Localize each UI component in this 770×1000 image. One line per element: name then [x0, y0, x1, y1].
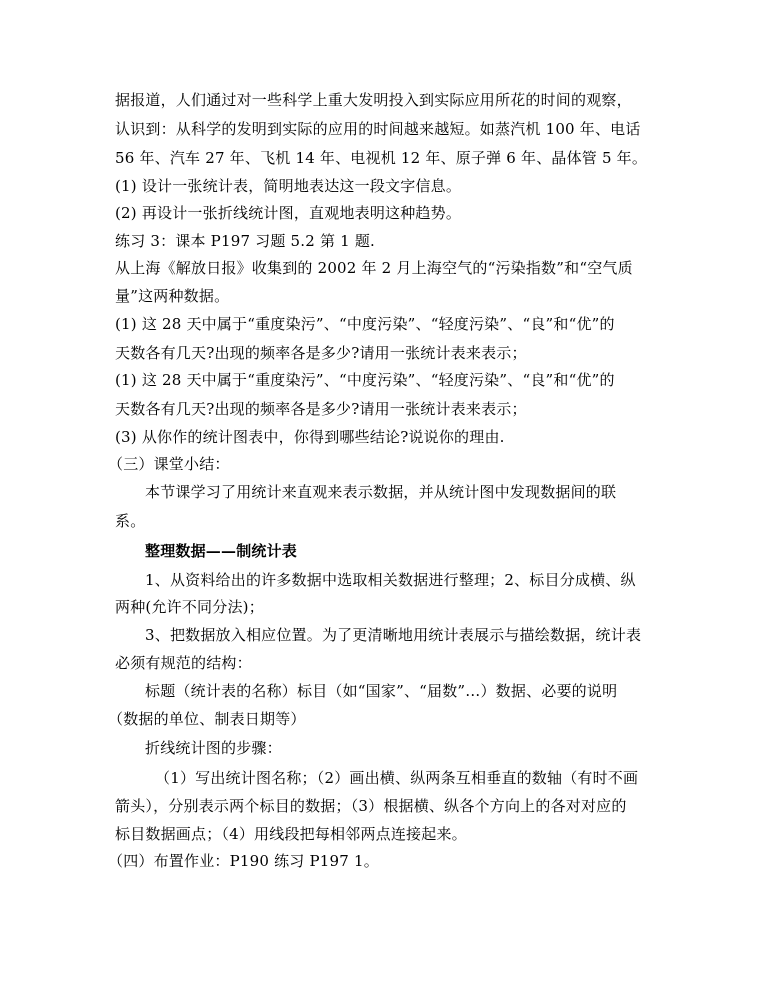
- chart-steps-text-cont: 箭头），分别表示两个标目的数据；（3）根据横、纵各个方向上的各对对应的: [115, 797, 627, 815]
- question-2: (2) 再设计一张折线统计图，直观地表明这种趋势。: [115, 204, 462, 222]
- table-structure-text-cont: （数据的单位、制表日期等）: [108, 710, 306, 728]
- section-summary-heading: （三）课堂小结：: [108, 455, 230, 473]
- step-1-text-cont: 两种(允许不同分法)；: [115, 598, 264, 616]
- sub-question-1a-cont: 天数各有几天?出现的频率各是多少?请用一张统计表来表示；: [115, 344, 527, 362]
- sub-question-1b: (1) 这 28 天中属于“重度染污”、“中度污染”、“轻度污染”、“良”和“优”的: [115, 371, 615, 389]
- summary-text-cont: 系。: [115, 512, 146, 530]
- sub-question-1b-cont: 天数各有几天?出现的频率各是多少?请用一张统计表来表示；: [115, 400, 527, 418]
- organize-data-heading: 整理数据——制统计表: [145, 542, 298, 560]
- sub-question-3: (3) 从你作的统计图表中，你得到哪些结论?说说你的理由.: [115, 428, 505, 446]
- chart-steps-text-end: 标目数据画点；（4）用线段把每相邻两点连接起来。: [115, 825, 467, 843]
- step-1-text: 1、从资料给出的许多数据中选取相关数据进行整理；2、标目分成横、纵: [145, 571, 636, 589]
- summary-text: 本节课学习了用统计来直观来表示数据，并从统计图中发现数据间的联: [145, 483, 617, 501]
- section-homework-heading: （四）布置作业：P190 练习 P197 1。: [108, 852, 379, 870]
- chart-steps-text: （1）写出统计图名称；（2）画出横、纵两条互相垂直的数轴（有时不画: [155, 769, 639, 787]
- exercise-3-heading: 练习 3：课本 P197 习题 5.2 第 1 题.: [115, 232, 376, 250]
- step-3-text: 3、把数据放入相应位置。为了更清晰地用统计表展示与描绘数据，统计表: [145, 626, 642, 644]
- text-line-7: 从上海《解放日报》收集到的 2002 年 2 月上海空气的“污染指数”和“空气质: [115, 259, 633, 277]
- text-line-8: 量”这两种数据。: [115, 287, 230, 305]
- question-1: (1) 设计一张统计表，简明地表达这一段文字信息。: [115, 177, 462, 195]
- text-line-3: 56 年、汽车 27 年、飞机 14 年、电视机 12 年、原子弹 6 年、晶体管 5 年。: [115, 149, 648, 167]
- line-chart-steps-heading: 折线统计图的步骤：: [145, 739, 282, 757]
- step-3-text-cont: 必须有规范的结构：: [115, 654, 252, 672]
- sub-question-1a: (1) 这 28 天中属于“重度染污”、“中度污染”、“轻度污染”、“良”和“优”的: [115, 315, 615, 333]
- text-line-2: 认识到：从科学的发明到实际的应用的时间越来越短。如蒸汽机 100 年、电话: [115, 120, 641, 138]
- table-structure-text: 标题（统计表的名称）标目（如“国家”、“届数”…）数据、必要的说明: [145, 682, 618, 700]
- text-line-1: 据报道，人们通过对一些科学上重大发明投入到实际应用所花的时间的观察，: [115, 91, 632, 109]
